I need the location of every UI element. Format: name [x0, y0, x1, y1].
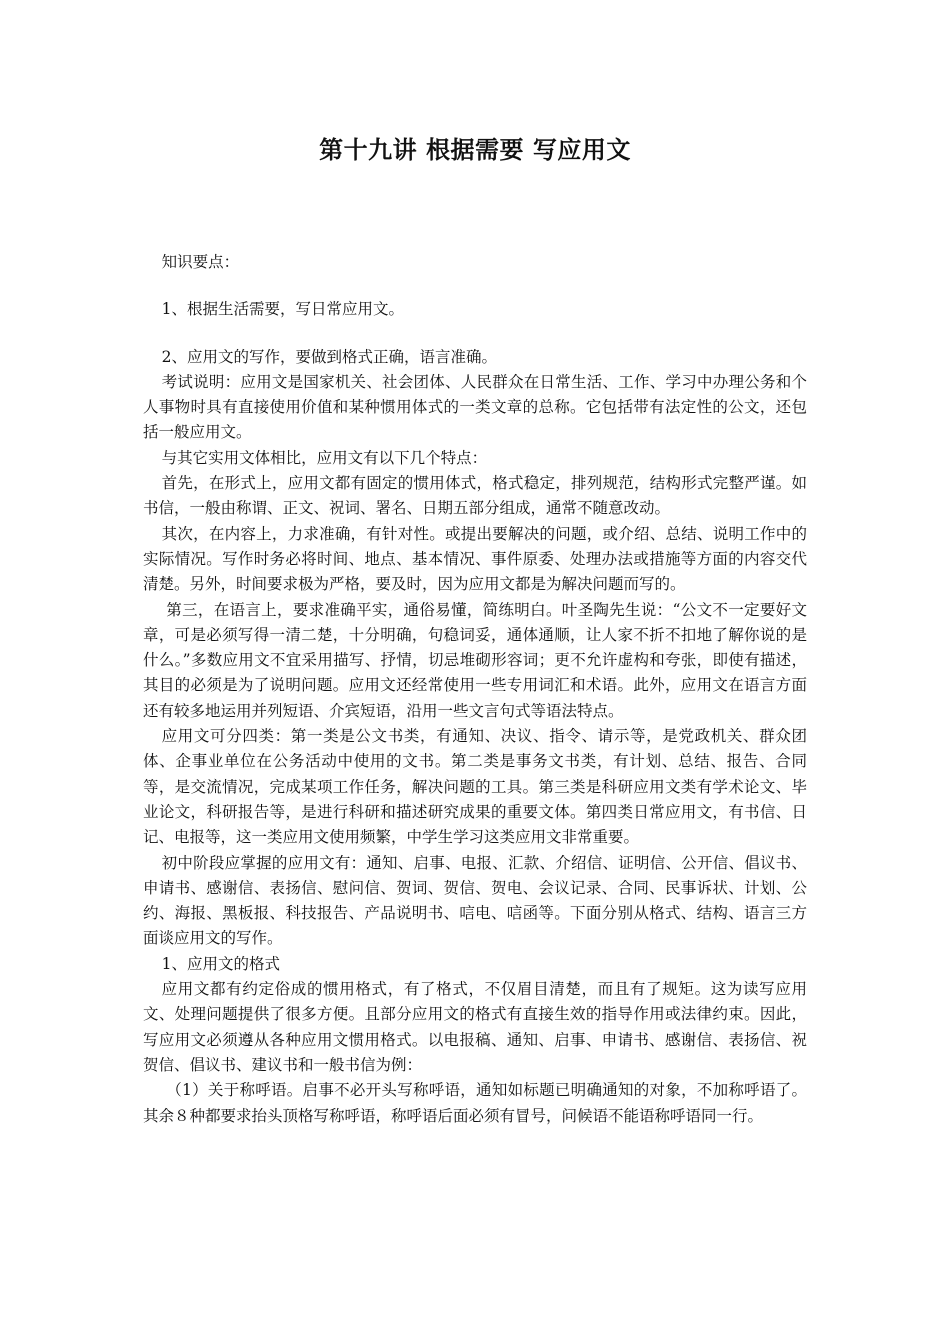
paragraph-feature-form: 首先，在形式上，应用文都有固定的惯用体式，格式稳定，排列规范，结构形式完整严谨。如书信，一般由称谓、正文、祝词、署名、日期五部分组成，通常不随意改动。	[143, 474, 807, 518]
document-body	[143, 250, 807, 1129]
paragraph-feature-content: 其次，在内容上，力求准确，有针对性。或提出要解决的问题，或介绍、总结、说明工作中的实际情况。写作时务必将时间、地点、基本情况、事件原委、处理办法或措施等方面的内容交代清楚。另外，时间要求极为严格，要及时，因为应用文都是为解决问题而写的。	[143, 524, 807, 594]
paragraph-salutation: （1）关于称呼语。启事不必开头写称呼语，通知如标题已明确通知的对象，不加称呼语了。其余８种都要求抬头顶格写称呼语，称呼语后面必须有冒号，问候语不能语称呼语同一行。	[143, 1081, 807, 1125]
paragraph-four-categories: 应用文可分四类：第一类是公文书类，有通知、决议、指令、请示等，是党政机关、群众团体、企事业单位在公务活动中使用的文书。第二类是事务文书类，有计划、总结、报告、合同等，是交流情况，完成某项工作任务，解决问题的工具。第三类是科研应用文类有学术论文、毕业论文，科研报告等，是进行科研和描述研究成果的重要文体。第四类日常应用文，有书信、日记、电报等，这一类应用文使用频繁，中学生学习这类应用文非常重要。	[143, 727, 807, 847]
key-point-1: 1、根据生活需要，写日常应用文。	[161, 300, 404, 319]
paragraph-exam-description: 考试说明：应用文是国家机关、社会团体、人民群众在日常生活、工作、学习中办理公务和个人事物时具有直接使用价值和某种惯用体式的一类文章的总称。它包括带有法定性的公文，还包括一般应用文。	[143, 372, 807, 442]
paragraph-junior-high-types: 初中阶段应掌握的应用文有：通知、启事、电报、汇款、介绍信、证明信、公开信、倡议书、申请书、感谢信、表扬信、慰问信、贺词、贺信、贺电、会议记录、合同、民事诉状、计划、公约、海报、黑板报、科技报告、产品说明书、唁电、唁函等。下面分别从格式、结构、语言三方面谈应用文的写作。	[143, 853, 807, 948]
section-heading-key-points: 知识要点：	[161, 253, 240, 271]
document-title: 第十九讲 根据需要 写应用文	[319, 136, 631, 164]
section-heading-format: 1、应用文的格式	[161, 954, 280, 973]
paragraph-features-intro: 与其它实用文体相比，应用文有以下几个特点：	[161, 448, 488, 467]
paragraph-format-description: 应用文都有约定俗成的惯用格式，有了格式，不仅眉目清楚，而且有了规矩。这为读写应用文、处理问题提供了很多方便。且部分应用文的格式有直接生效的指导作用或法律约束。因此，写应用文必须遵从各种应用文惯用格式。以电报稿、通知、启事、申请书、感谢信、表扬信、祝贺信、倡议书、建议书和一般书信为例：	[143, 980, 807, 1074]
key-point-2: 2、应用文的写作，要做到格式正确，语言准确。	[161, 347, 497, 366]
paragraph-feature-language: 第三，在语言上，要求准确平实，通俗易懂，简练明白。叶圣陶先生说：“公文不一定要好文章，可是必须写得一清二楚，十分明确，句稳词妥，通体通顺，让人家不折不扣地了解你说的是什么。”多数应用文不宜采用描写、抒情，切忌堆砌形容词；更不允许虚构和夸张，即使有描述，其目的必须是为了说明问题。应用文还经常使用一些专用词汇和术语。此外，应用文在语言方面还有较多地运用并列短语、介宾短语，沿用一些文言句式等语法特点。	[143, 600, 807, 720]
